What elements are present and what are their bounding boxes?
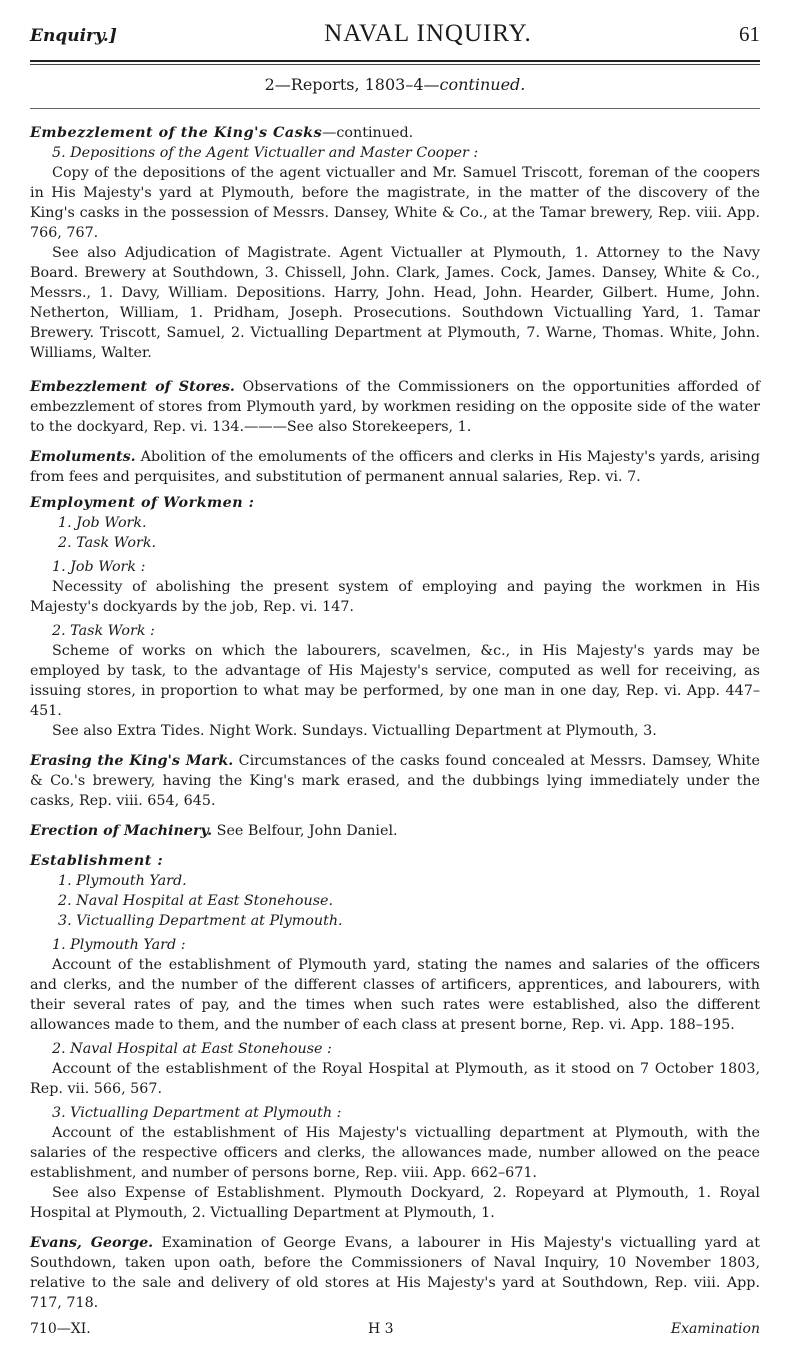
- item-text: Copy of the depositions of the agent victualler and Mr. Samuel Triscott, foreman of the coopers in His Majesty's yard at Plymouth, before the magistrate, in the matter of the discovery of the King's casks in the possession of Messrs. Dansey, White & Co., at the Tamar brewery, Rep. viii. App. 766, 767.: [30, 165, 760, 241]
- see-also: See also Adjudication of Magistrate. Agent Victualler at Plymouth, 1. Attorney to the Navy Board. Brewery at Southdown, 3. Chissell, John. Clark, James. Cock, James. Dansey, White & Co., Messrs., 1. Davy, William. Depositions. Harry, John. Head, John. Hearder, Gilbert. Hume, John. Netherton, William, 1. Pridham, Joseph. Prosecutions. Southdown Victualling Yard, 1. Tamar Brewery. Triscott, Samuel, 2. Victualling Department at Plymouth, 7. Warne, Thomas. White, John. Williams, Walter.: [30, 245, 760, 361]
- subsection-title: 2. Naval Hospital at East Stonehouse :: [52, 1041, 332, 1057]
- entry-text: See Belfour, John Daniel.: [216, 823, 398, 839]
- subheader-suffix: continued.: [439, 75, 526, 94]
- footer-left: 710—XI.: [30, 1321, 91, 1337]
- entry-heading: Embezzlement of Stores.: [30, 379, 235, 395]
- subheader-prefix: 2—Reports, 1803–4—: [264, 75, 440, 94]
- entry-text: Abolition of the emoluments of the officers and clerks in His Majesty's yards, arising from fees and perquisites, and substitution of permanent annual salaries, Rep. vi. 7.: [30, 449, 761, 485]
- entry-heading-suffix: —continued.: [322, 125, 414, 141]
- running-header: [30, 20, 760, 60]
- subsection-title: 2. Task Work :: [52, 623, 155, 639]
- list-item: 1. Plymouth Yard.: [58, 873, 187, 889]
- entry-text: Observations of the Commissioners on the opportunities afforded of embezzlement of stores from Plymouth yard, by workmen residing on the opposite side of the water to the dockyard, Rep. vi. 134.———See also Storekeepers, 1.: [30, 379, 760, 435]
- index-body: [30, 123, 760, 1339]
- entry-heading: Embezzlement of the King's Casks: [30, 125, 323, 141]
- header-title: NAVAL INQUIRY.: [324, 20, 532, 47]
- entry-text: Examination of George Evans, a labourer in His Majesty's victualling yard at Southdown, taken upon oath, before the Commissioners of Naval Inquiry, 10 November 1803, relative to the sale and delivery of old stores at His Majesty's yard at Southdown, Rep. viii. App. 717, 718.: [30, 1235, 760, 1311]
- subsection-text: Account of the establishment of the Royal Hospital at Plymouth, as it stood on 7 October 1803, Rep. vii. 566, 567.: [30, 1061, 760, 1097]
- entry-establishment: [30, 851, 760, 1223]
- subsection-text: Scheme of works on which the labourers, scavelmen, &c., in His Majesty's yards may be employed by task, to the advantage of His Majesty's service, computed as well for receiving, as issuing stores, in proportion to what may be performed, by one man in one day, Rep. vi. App. 447–451.: [30, 643, 760, 719]
- subsection-text: Account of the establishment of His Majesty's victualling department at Plymouth, with the salaries of the respective officers and clerks, the allowances made, number allowed on the peace establishment, and number of persons borne, Rep. viii. App. 662–671.: [30, 1125, 760, 1181]
- footer-signature: H 3: [367, 1321, 394, 1337]
- entry-emoluments: [30, 447, 760, 487]
- entry-heading: Erasing the King's Mark.: [30, 753, 234, 769]
- page-footer: [30, 1319, 760, 1339]
- subheader-rule: [30, 108, 760, 109]
- list-item: 2. Task Work.: [58, 535, 157, 551]
- entry-embezzlement-stores: [30, 377, 760, 437]
- subsection-title: 1. Job Work :: [52, 559, 146, 575]
- entry-heading: Erection of Machinery.: [30, 823, 213, 839]
- subsection-text: Account of the establishment of Plymouth yard, stating the names and salaries of the officers and clerks, and the number of the different classes of artificers, apprentices, and labourers, with their several rates of pay, and the times when such rates were established, also the different allowances made to them, and the number of each class at present borne, Rep. vi. App. 188–195.: [30, 957, 760, 1033]
- header-rule: [30, 60, 760, 65]
- subsection-title: 3. Victualling Department at Plymouth :: [52, 1105, 342, 1121]
- see-also: See also Extra Tides. Night Work. Sundays. Victualling Department at Plymouth, 3.: [52, 723, 657, 739]
- entry-heading: Emoluments.: [30, 449, 136, 465]
- entry-evans: [30, 1233, 760, 1313]
- header-left: Enquiry.]: [30, 26, 117, 46]
- entry-embezzlement-casks: [30, 123, 760, 363]
- list-item: 1. Job Work.: [58, 515, 147, 531]
- entry-employment: [30, 493, 760, 741]
- see-also: See also Expense of Establishment. Plymouth Dockyard, 2. Ropeyard at Plymouth, 1. Royal Hospital at Plymouth, 2. Victualling Department at Plymouth, 1.: [30, 1185, 760, 1221]
- entry-heading: Evans, George.: [30, 1235, 154, 1251]
- subsection-text: Necessity of abolishing the present system of employing and paying the workmen in His Majesty's dockyards by the job, Rep. vi. 147.: [30, 579, 760, 615]
- subsection-title: 1. Plymouth Yard :: [52, 937, 186, 953]
- entry-heading: Employment of Workmen :: [30, 495, 255, 511]
- entry-erasing: [30, 751, 760, 811]
- section-subheader: [30, 75, 760, 94]
- footer-catchword: Examination: [670, 1321, 760, 1337]
- item-title: 5. Depositions of the Agent Victualler and Master Cooper :: [52, 145, 479, 161]
- entry-text: Circumstances of the casks found concealed at Messrs. Damsey, White & Co.'s brewery, having the King's mark erased, and the dubbings lying immediately under the casks, Rep. viii. 654, 645.: [30, 753, 760, 809]
- entry-heading: Establishment :: [30, 853, 164, 869]
- list-item: 2. Naval Hospital at East Stonehouse.: [58, 893, 334, 909]
- entry-erection: [30, 821, 760, 841]
- list-item: 3. Victualling Department at Plymouth.: [58, 913, 343, 929]
- page-number: 61: [739, 22, 760, 46]
